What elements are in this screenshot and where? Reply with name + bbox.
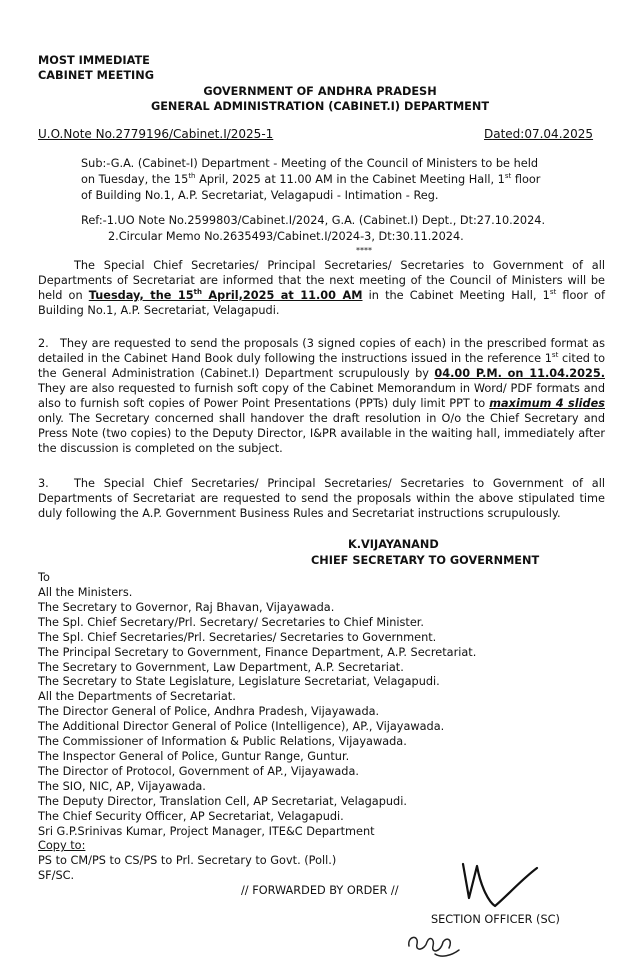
list-item: The Secretary to Government, Law Department, A.P. Secretariat. [38, 660, 404, 674]
list-item: SF/SC. [38, 869, 75, 883]
list-item: All the Departments of Secretariat. [38, 690, 236, 704]
reference-1: Ref:-1.UO Note No.2599803/Cabinet.I/2024, G.A. (Cabinet.I) Dept., Dt:27.10.2024. [81, 214, 546, 227]
list-item: Sri G.P.Srinivas Kumar, Project Manager, ITE&C Department [38, 824, 375, 838]
government-title: GOVERNMENT OF ANDHRA PRADESH [203, 85, 437, 98]
paragraph-1: The Special Chief Secretaries/ Principal Secretaries/ Secretaries to Government of all Departments of Secretariat are informed that the next meeting of the Council of Ministers will be held on Tuesday, the 15th April,2025 at 11.00 AM in the Cabinet Meeting Hall, 1st floor of Building No.1, A.P. Secretariat, Velagapudi. [38, 259, 605, 317]
separator-stars: **** [356, 246, 372, 255]
recipient-list [38, 586, 476, 884]
handwritten-initials [405, 928, 465, 960]
list-item: The Spl. Chief Secretary/Prl. Secretary/ Secretaries to Chief Minister. [38, 615, 424, 629]
subject-line-2: on Tuesday, the 15th April, 2025 at 11.00 AM in the Cabinet Meeting Hall, 1st floor [81, 172, 541, 186]
reference-2: 2.Circular Memo No.2635493/Cabinet.I/2024-3, Dt:30.11.2024. [108, 230, 464, 243]
subject-line-1: Sub:-G.A. (Cabinet-I) Department - Meeting of the Council of Ministers to be held [81, 157, 539, 170]
meeting-type-label: CABINET MEETING [38, 69, 154, 82]
priority-label: MOST IMMEDIATE [38, 54, 150, 67]
list-item: PS to CM/PS to CS/PS to Prl. Secretary to Govt. (Poll.) [38, 854, 337, 868]
list-item: The Principal Secretary to Government, Finance Department, A.P. Secretariat. [38, 645, 477, 659]
paragraph-3: 3. The Special Chief Secretaries/ Principal Secretaries/ Secretaries to Government of all Departments of Secretariat are requested to send the proposals within the above stipulated time duly following the A.P. Government Business Rules and Secretariat instructions scrupulously. [38, 477, 605, 520]
paragraph-2: 2. They are requested to send the proposals (3 signed copies of each) in the prescribed format as detailed in the Cabinet Hand Book duly following the instructions issued in the reference 1st cited to the General Administration (Cabinet.I) Department scrupulously by 04.00 P.M. on 11.04.2025. They are also requested to furnish soft copy of the Cabinet Memorandum in Word/ PDF formats and also to furnish soft copies of Power Point Presentations (PPTs) duly limit PPT to maximum 4 slides only. The Secretary concerned shall handover the draft resolution in O/o the Chief Secretary and Press Note (two copies) to the Deputy Director, I&PR available in the waiting hall, immediately after the discussion is completed on the subject. [38, 337, 605, 455]
dated-label: Dated:07.04.2025 [484, 127, 594, 141]
signatory-name: K.VIJAYANAND [348, 538, 439, 551]
list-item: The Chief Security Officer, AP Secretariat, Velagapudi. [38, 809, 344, 823]
department-title: GENERAL ADMINISTRATION (CABINET.I) DEPARTMENT [150, 100, 490, 113]
signature-mark [455, 858, 545, 918]
list-item: The Secretary to Governor, Raj Bhavan, Vijayawada. [38, 600, 335, 614]
forwarded-by-order: // FORWARDED BY ORDER // [241, 884, 399, 897]
list-item: The Director General of Police, Andhra Pradesh, Vijayawada. [38, 705, 380, 719]
list-item: The Deputy Director, Translation Cell, AP Secretariat, Velagapudi. [38, 794, 407, 808]
list-item: All the Ministers. [38, 586, 133, 599]
list-item: The Inspector General of Police, Guntur Range, Guntur. [38, 749, 350, 763]
list-item: The SIO, NIC, AP, Vijayawada. [38, 779, 206, 793]
list-item: The Additional Director General of Police (Intelligence), AP., Vijayawada. [38, 720, 445, 734]
signatory-title: CHIEF SECRETARY TO GOVERNMENT [311, 554, 540, 567]
list-item: The Commissioner of Information & Public Relations, Vijayawada. [38, 735, 407, 749]
uo-note-number: U.O.Note No.2779196/Cabinet.I/2025-1 [38, 127, 274, 141]
to-label: To [38, 571, 50, 584]
section-officer-label: SECTION OFFICER (SC) [431, 913, 560, 926]
list-item: The Spl. Chief Secretaries/Prl. Secretaries/ Secretaries to Government. [38, 630, 437, 644]
copy-to-label: Copy to: [38, 839, 86, 853]
list-item: The Secretary to State Legislature, Legislature Secretariat, Velagapudi. [38, 675, 440, 689]
subject-line-3: of Building No.1, A.P. Secretariat, Velagapudi - Intimation - Reg. [81, 189, 439, 202]
list-item: The Director of Protocol, Government of AP., Vijayawada. [38, 764, 359, 778]
